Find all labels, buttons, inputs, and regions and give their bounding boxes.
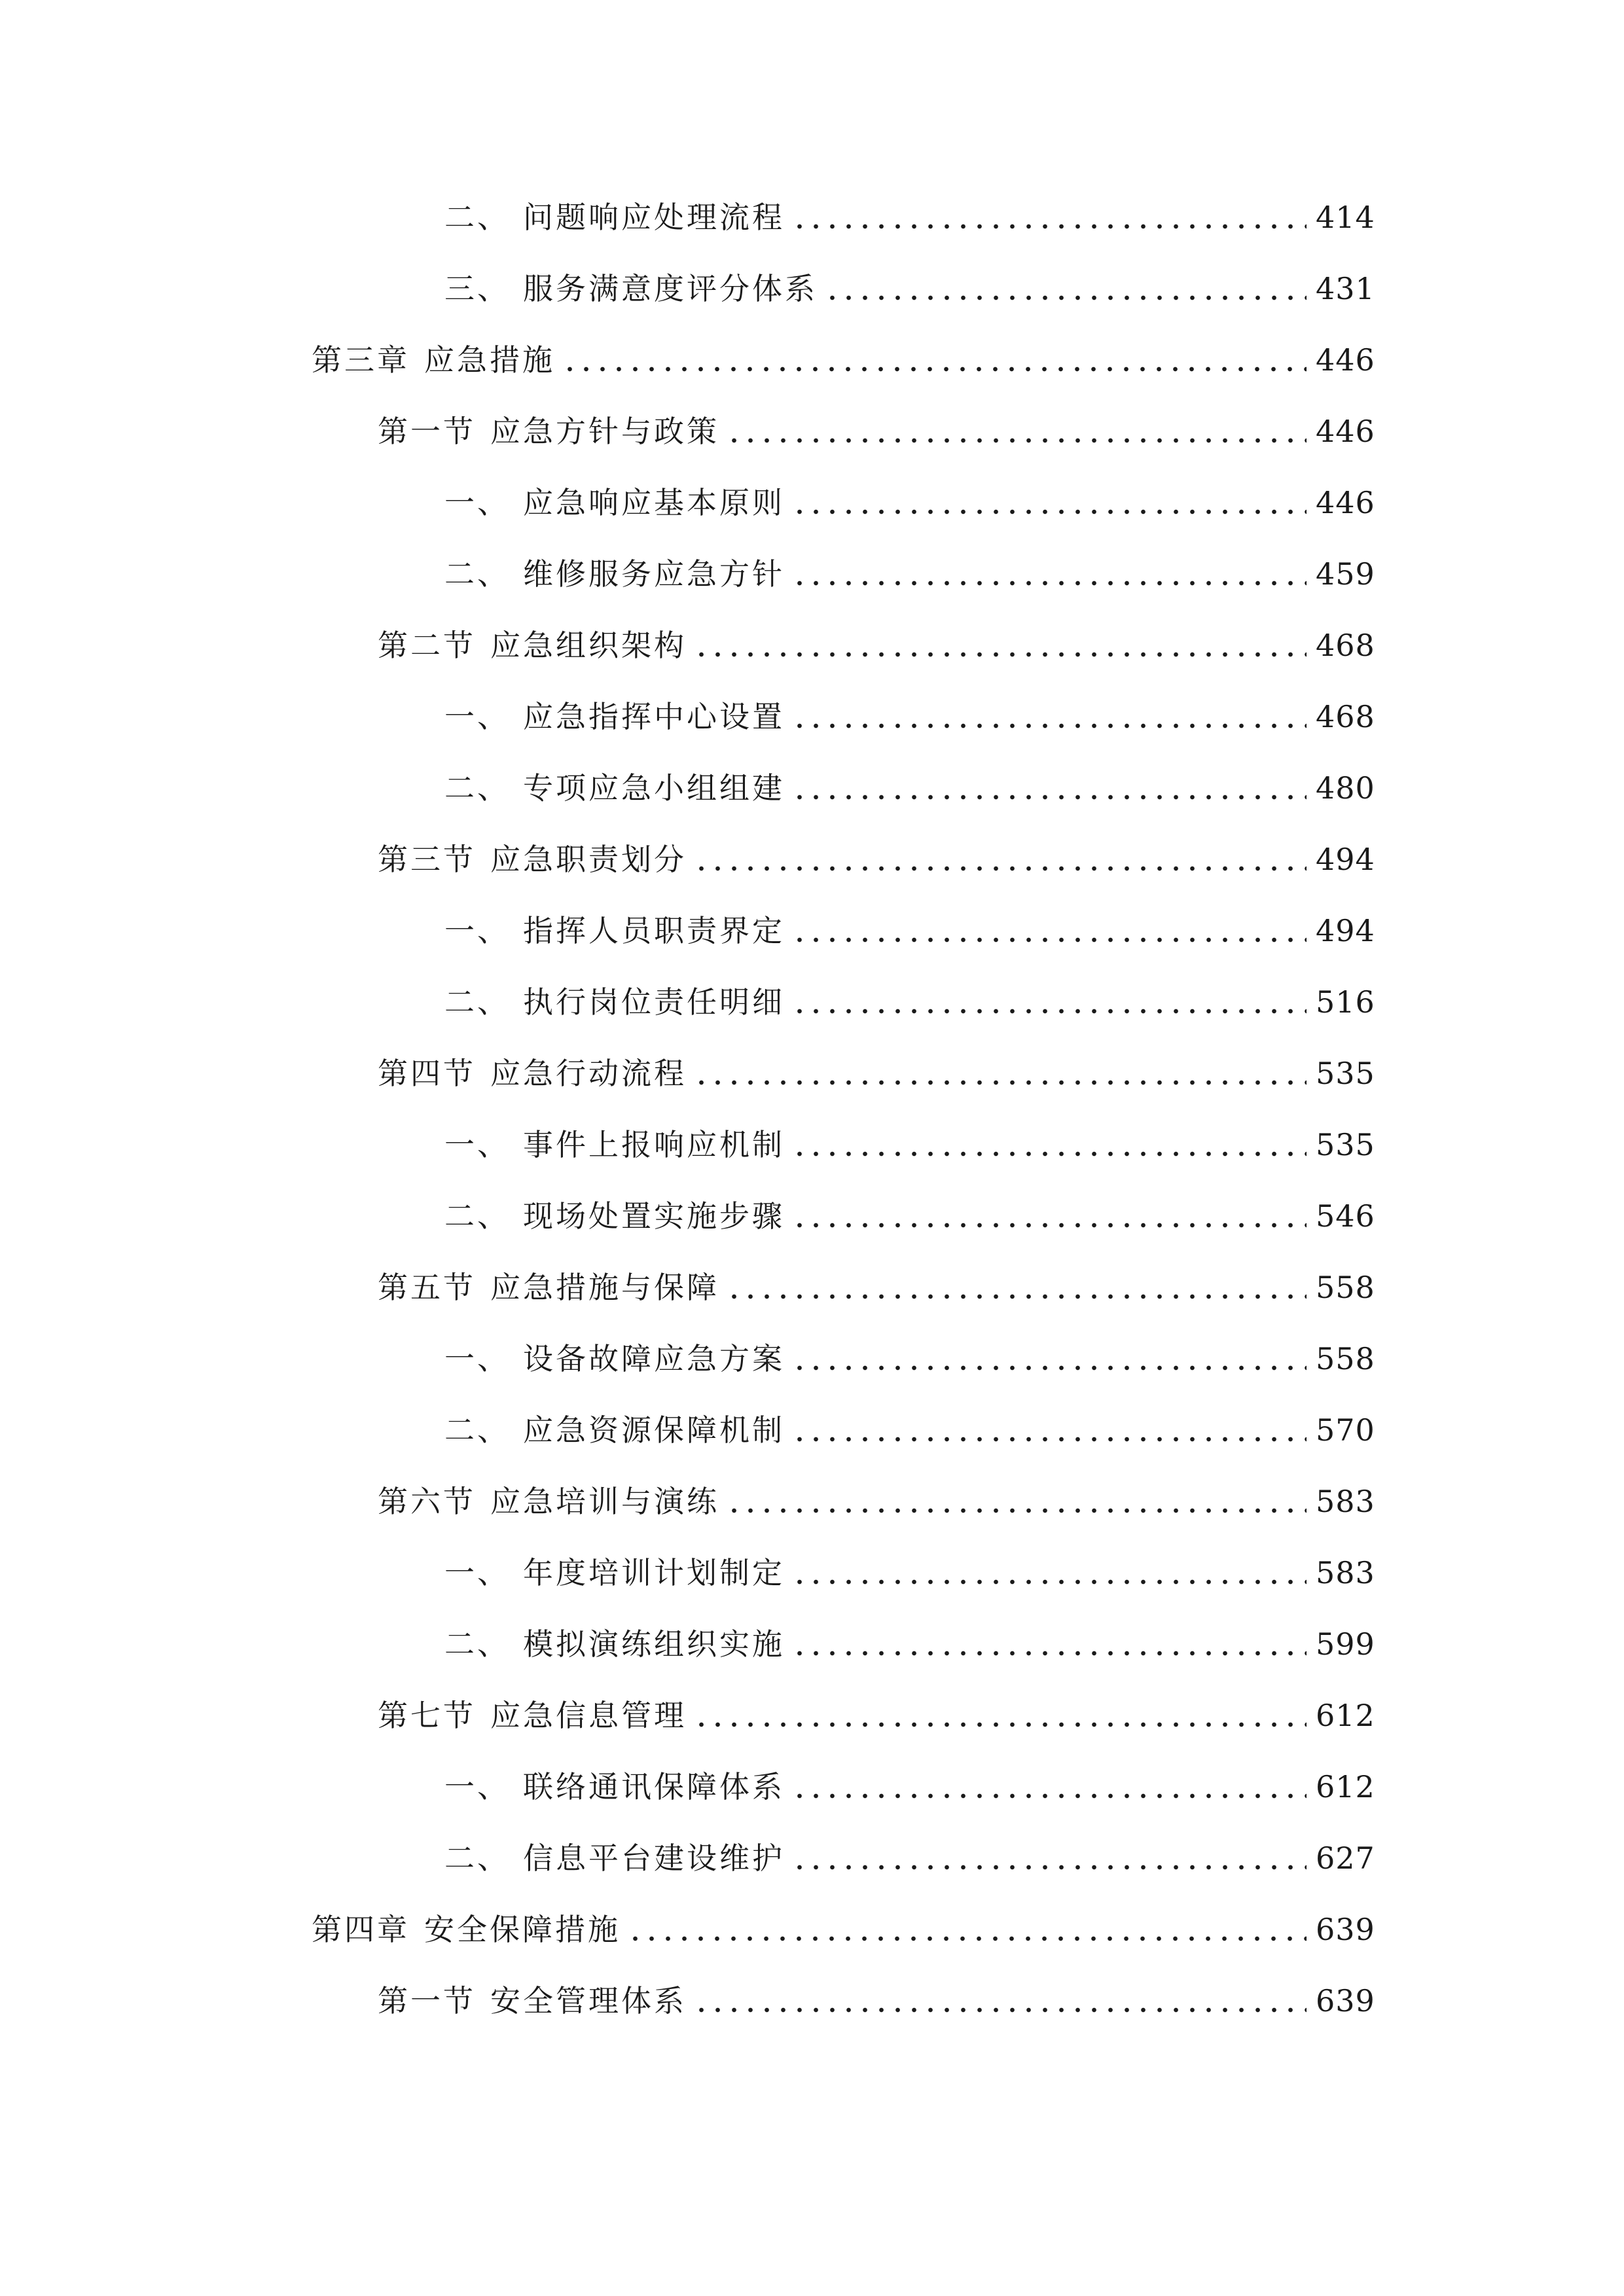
toc-entry-number: 第四章 — [312, 1912, 410, 1947]
toc-entry-number: 二、 — [444, 1198, 510, 1234]
toc-entry-page-number: 535 — [1316, 1056, 1375, 1091]
toc-entry-page-number: 570 — [1316, 1412, 1375, 1448]
toc-entry-section[interactable] — [378, 1978, 1375, 2024]
dot-leader — [562, 365, 1307, 373]
dot-leader — [824, 294, 1307, 302]
toc-entry-number: 第三节 — [378, 842, 476, 877]
toc-entry[interactable] — [444, 694, 1375, 740]
dot-leader — [791, 1792, 1307, 1800]
toc-entry-section[interactable] — [378, 1265, 1375, 1310]
toc-entry-page-number: 468 — [1316, 628, 1375, 663]
toc-entry-section[interactable] — [378, 836, 1375, 882]
toc-entry-page-number: 480 — [1316, 770, 1375, 806]
toc-entry-title: 应急组织架构 — [490, 628, 687, 663]
toc-entry-number: 二、 — [444, 1840, 510, 1876]
toc-entry-number: 一、 — [444, 1769, 510, 1804]
toc-entry-section[interactable] — [378, 1050, 1375, 1096]
dot-leader — [791, 936, 1307, 944]
toc-entry-title: 维修服务应急方针 — [523, 556, 785, 592]
toc-entry-number: 第五节 — [378, 1270, 476, 1305]
dot-leader — [791, 1435, 1307, 1443]
dot-leader — [791, 1007, 1307, 1015]
toc-entry[interactable] — [444, 194, 1375, 240]
toc-entry-chapter[interactable] — [312, 337, 1375, 383]
toc-entry-number: 一、 — [444, 1341, 510, 1376]
toc-entry-page-number: 494 — [1316, 913, 1375, 948]
toc-entry-page-number: 612 — [1316, 1769, 1375, 1804]
toc-entry-number: 二、 — [444, 200, 510, 235]
toc-entry-section[interactable] — [378, 1479, 1375, 1524]
toc-entry-section[interactable] — [378, 1693, 1375, 1738]
toc-entry[interactable] — [444, 480, 1375, 526]
toc-entry-title: 应急指挥中心设置 — [523, 699, 785, 734]
toc-entry-title: 事件上报响应机制 — [523, 1127, 785, 1162]
toc-entry-title: 执行岗位责任明细 — [523, 984, 785, 1020]
toc-entry-number: 二、 — [444, 1626, 510, 1662]
toc-entry-title: 应急方针与政策 — [490, 414, 719, 449]
dot-leader — [791, 223, 1307, 230]
toc-entry[interactable] — [444, 1407, 1375, 1453]
toc-entry-title: 应急职责划分 — [490, 842, 687, 877]
dot-leader — [693, 865, 1307, 872]
toc-entry[interactable] — [444, 1621, 1375, 1667]
toc-entry-title: 联络通讯保障体系 — [523, 1769, 785, 1804]
toc-entry-number: 二、 — [444, 1412, 510, 1448]
dot-leader — [693, 2006, 1307, 2014]
toc-entry-title: 问题响应处理流程 — [523, 200, 785, 235]
toc-entry-number: 第六节 — [378, 1484, 476, 1519]
dot-leader — [791, 1649, 1307, 1657]
toc-entry-number: 一、 — [444, 699, 510, 734]
toc-entry[interactable] — [444, 1764, 1375, 1810]
toc-entry-chapter[interactable] — [312, 1907, 1375, 1952]
toc-entry-number: 第四节 — [378, 1056, 476, 1091]
toc-entry-title: 应急行动流程 — [490, 1056, 687, 1091]
toc-entry-page-number: 627 — [1316, 1840, 1375, 1876]
toc-entry-title: 现场处置实施步骤 — [523, 1198, 785, 1234]
toc-entry-title: 应急措施与保障 — [490, 1270, 719, 1305]
toc-entry-title: 应急信息管理 — [490, 1698, 687, 1733]
toc-entry-page-number: 516 — [1316, 984, 1375, 1020]
toc-entry-number: 第七节 — [378, 1698, 476, 1733]
dot-leader — [693, 1721, 1307, 1729]
toc-entry-page-number: 446 — [1316, 342, 1375, 378]
toc-entry-title: 指挥人员职责界定 — [523, 913, 785, 948]
toc-entry-title: 应急资源保障机制 — [523, 1412, 785, 1448]
toc-entry-number: 一、 — [444, 1127, 510, 1162]
toc-entry-page-number: 535 — [1316, 1127, 1375, 1162]
dot-leader — [726, 1293, 1307, 1300]
toc-entry-title: 设备故障应急方案 — [523, 1341, 785, 1376]
toc-entry-title: 应急响应基本原则 — [523, 485, 785, 520]
toc-entry-title: 应急培训与演练 — [490, 1484, 719, 1519]
toc-entry[interactable] — [444, 1336, 1375, 1382]
toc-entry-title: 服务满意度评分体系 — [523, 271, 818, 306]
toc-entry-number: 二、 — [444, 770, 510, 806]
toc-entry-page-number: 414 — [1316, 200, 1375, 235]
dot-leader — [791, 1578, 1307, 1586]
toc-entry-title: 应急措施 — [424, 342, 555, 378]
toc-entry-page-number: 459 — [1316, 556, 1375, 592]
toc-entry-page-number: 583 — [1316, 1555, 1375, 1590]
toc-entry-number: 二、 — [444, 984, 510, 1020]
dot-leader — [791, 1150, 1307, 1158]
toc-entry-page-number: 639 — [1316, 1912, 1375, 1947]
toc-entry-page-number: 612 — [1316, 1698, 1375, 1733]
toc-entry-number: 第一节 — [378, 1983, 476, 2018]
toc-entry-page-number: 599 — [1316, 1626, 1375, 1662]
toc-entry-title: 年度培训计划制定 — [523, 1555, 785, 1590]
toc-entry-number: 第三章 — [312, 342, 410, 378]
toc-entry-page-number: 446 — [1316, 485, 1375, 520]
dot-leader — [791, 722, 1307, 730]
toc-entry-title: 专项应急小组组建 — [523, 770, 785, 806]
dot-leader — [726, 1507, 1307, 1515]
toc-entry-number: 一、 — [444, 1555, 510, 1590]
toc-entry-number: 三、 — [444, 271, 510, 306]
toc-entry-title: 信息平台建设维护 — [523, 1840, 785, 1876]
toc-entry[interactable] — [444, 1835, 1375, 1881]
toc-entry-number: 第一节 — [378, 414, 476, 449]
toc-entry[interactable] — [444, 1193, 1375, 1239]
dot-leader — [693, 1079, 1307, 1086]
toc-entry-page-number: 639 — [1316, 1983, 1375, 2018]
toc-entry-title: 模拟演练组织实施 — [523, 1626, 785, 1662]
toc-entry-number: 二、 — [444, 556, 510, 592]
toc-entry-page-number: 468 — [1316, 699, 1375, 734]
dot-leader — [791, 1221, 1307, 1229]
toc-entry-page-number: 494 — [1316, 842, 1375, 877]
toc-entry-section[interactable] — [378, 622, 1375, 668]
toc-entry[interactable] — [444, 765, 1375, 811]
toc-entry-page-number: 446 — [1316, 414, 1375, 449]
toc-entry[interactable] — [444, 908, 1375, 954]
dot-leader — [791, 1364, 1307, 1372]
toc-entry-page-number: 546 — [1316, 1198, 1375, 1234]
dot-leader — [726, 437, 1307, 444]
dot-leader — [791, 1863, 1307, 1871]
toc-entry[interactable] — [444, 1122, 1375, 1168]
toc-entry-number: 第二节 — [378, 628, 476, 663]
dot-leader — [791, 508, 1307, 516]
toc-entry-title: 安全保障措施 — [424, 1912, 621, 1947]
toc-entry-page-number: 558 — [1316, 1270, 1375, 1305]
toc-entry[interactable] — [444, 979, 1375, 1025]
dot-leader — [791, 793, 1307, 801]
toc-entry-page-number: 558 — [1316, 1341, 1375, 1376]
toc-entry-page-number: 583 — [1316, 1484, 1375, 1519]
dot-leader — [627, 1935, 1307, 1943]
toc-entry[interactable] — [444, 1550, 1375, 1596]
toc-entry-title: 安全管理体系 — [490, 1983, 687, 2018]
dot-leader — [791, 579, 1307, 587]
toc-entry-page-number: 431 — [1316, 271, 1375, 306]
toc-entry[interactable] — [444, 266, 1375, 312]
toc-entry-number: 一、 — [444, 485, 510, 520]
toc-entry-section[interactable] — [378, 408, 1375, 454]
toc-entry[interactable] — [444, 551, 1375, 597]
toc-entry-number: 一、 — [444, 913, 510, 948]
dot-leader — [693, 651, 1307, 658]
